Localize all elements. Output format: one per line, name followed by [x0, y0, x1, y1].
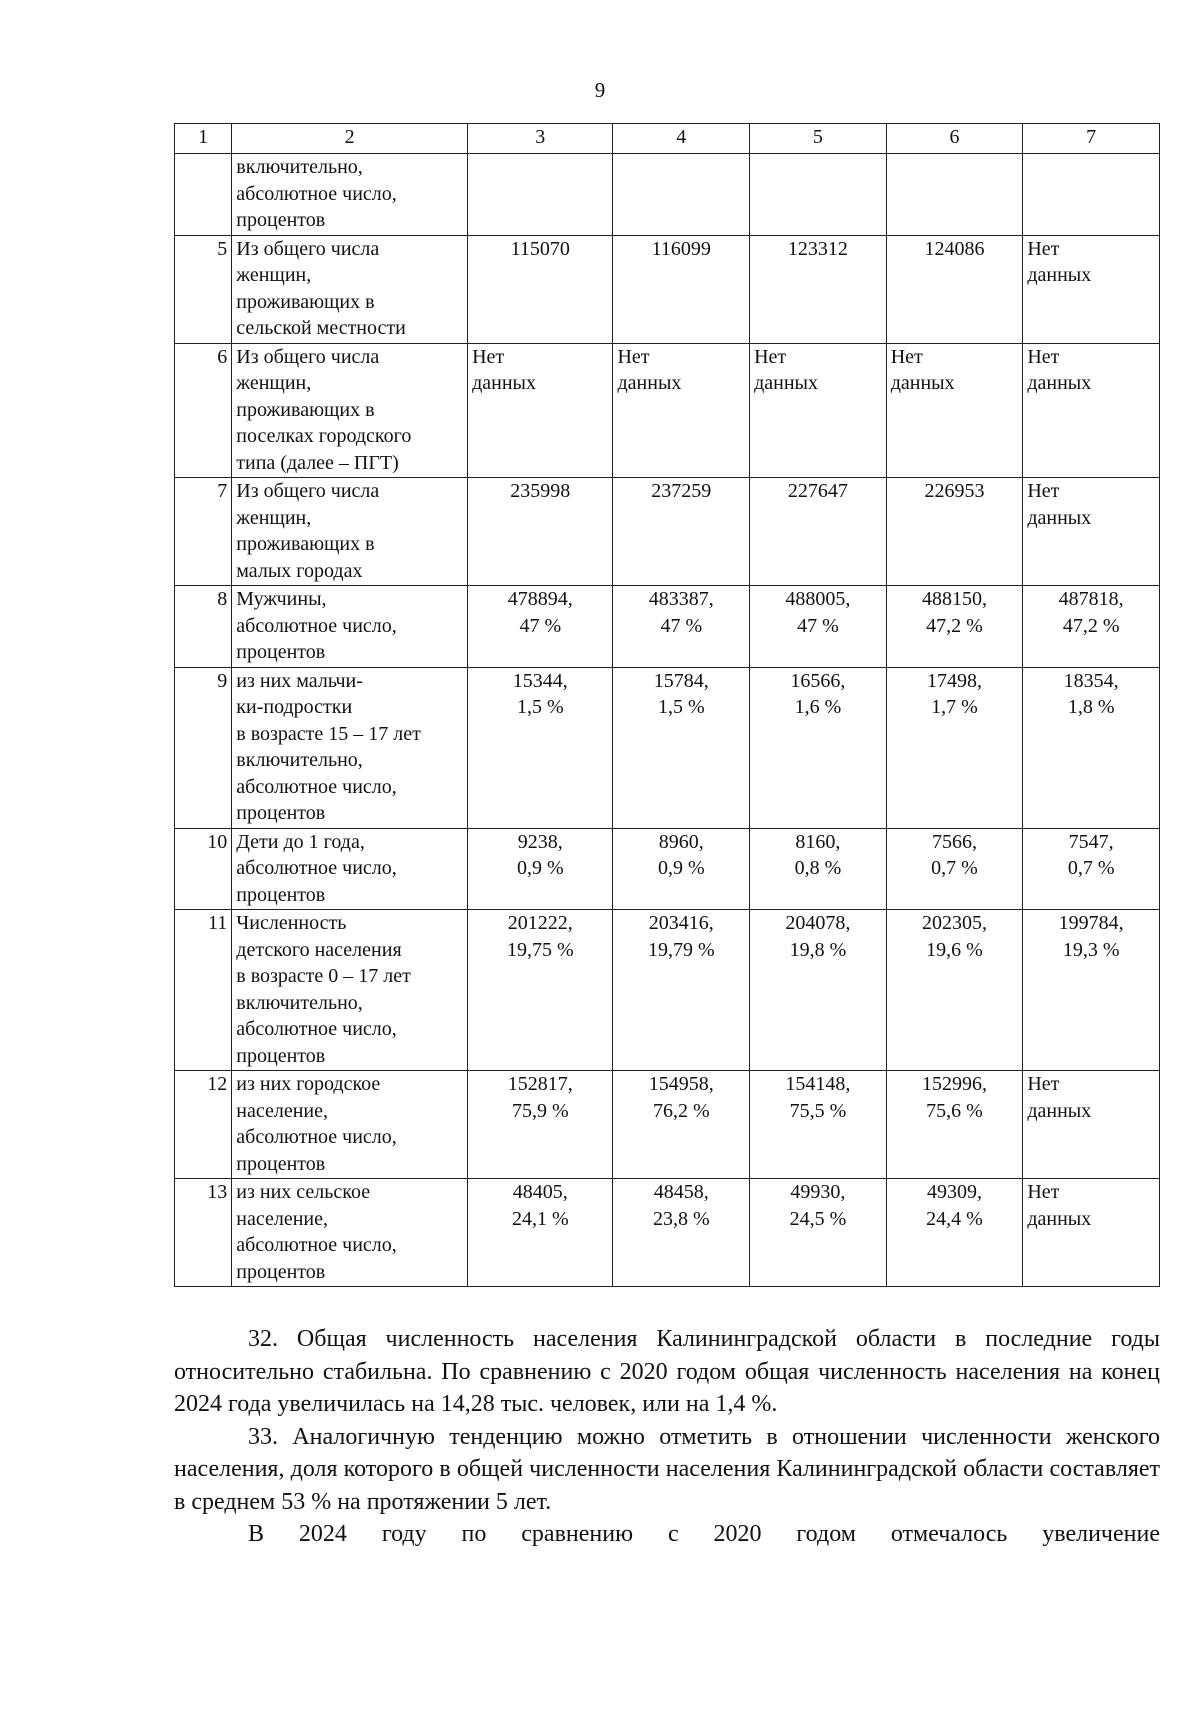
row-index-cell: 13 [175, 1179, 232, 1287]
value-line: 487818, [1058, 588, 1124, 610]
value-line: 0,7 % [1067, 857, 1115, 879]
row-label-line: из них сельское [236, 1181, 371, 1203]
row-label-line: Мужчины, [236, 588, 327, 610]
value-line: 0,9 % [657, 857, 705, 879]
row-label-cell [232, 343, 468, 478]
value-cell-col-3 [468, 235, 613, 343]
value-line: Нет [617, 345, 650, 368]
value-cell-col-4 [613, 667, 750, 828]
value-line: 16566, [790, 669, 846, 692]
row-label-line: Из общего числа [236, 345, 380, 368]
value-line: 8160, [795, 830, 841, 853]
row-label-line: население, [236, 1207, 328, 1230]
value-cell-col-7 [1023, 1071, 1160, 1179]
value-line: 152996, [922, 1073, 987, 1095]
value-cell-col-7 [1023, 910, 1160, 1071]
value-line: 116099 [651, 237, 711, 260]
value-line: 47 % [519, 614, 562, 637]
value-line: данных [1027, 372, 1092, 394]
value-cell-col-3 [468, 1179, 613, 1287]
row-label-line: женщин, [236, 372, 312, 394]
value-line: 488005, [785, 588, 851, 610]
value-cell-col-3 [468, 910, 613, 1071]
row-label-line: детского населения [236, 938, 402, 961]
value-cell-col-3 [468, 828, 613, 910]
value-cell-col-4 [613, 478, 750, 586]
row-index-cell [175, 154, 232, 236]
value-line: данных [890, 372, 955, 394]
row-label-line: процентов [236, 883, 326, 906]
value-cell-col-6 [886, 586, 1023, 668]
page-number: 9 [594, 78, 606, 102]
value-line: 1,5 % [516, 696, 564, 718]
value-line: 47 % [660, 614, 703, 637]
value-line: 203416, [648, 912, 714, 934]
row-label-line: Дети до 1 года, [236, 830, 365, 853]
value-line: 19,75 % [506, 938, 574, 961]
value-cell-col-6 [886, 343, 1023, 478]
row-label-cell [232, 910, 468, 1071]
value-line: 0,9 % [516, 857, 564, 879]
row-label-line: процентов [236, 802, 326, 824]
value-line: Нет [1027, 1073, 1060, 1095]
value-line: данных [1027, 506, 1092, 529]
value-line: 0,8 % [794, 857, 842, 879]
row-label-line: проживающих в [236, 398, 375, 421]
column-number-3: 3 [468, 124, 613, 154]
table-row [175, 1071, 1160, 1179]
value-line: 115070 [510, 237, 570, 260]
value-line: 47 % [797, 614, 839, 637]
row-index-cell: 11 [175, 910, 232, 1071]
value-line: 47,2 % [1062, 614, 1120, 637]
value-line: 8960, [658, 830, 704, 853]
value-cell-col-3 [468, 154, 613, 236]
row-label-line: включительно, [236, 991, 363, 1014]
row-label-line: сельской местности [236, 317, 406, 339]
value-line: 1,5 % [657, 696, 705, 718]
value-cell-col-3 [468, 343, 613, 478]
row-index-cell: 12 [175, 1071, 232, 1179]
value-line: 152817, [507, 1073, 573, 1095]
value-line: 75,9 % [511, 1099, 569, 1122]
row-label-cell [232, 154, 468, 236]
value-cell-col-4 [613, 1071, 750, 1179]
value-line: 199784, [1058, 912, 1124, 934]
value-line: 237259 [651, 480, 712, 502]
row-label-line: женщин, [236, 506, 312, 529]
value-line: 478894, [507, 588, 573, 610]
value-line: 1,7 % [931, 696, 978, 718]
value-line: Нет [890, 345, 923, 368]
row-label-line: малых городах [236, 559, 363, 582]
value-line: 1,6 % [794, 696, 842, 718]
value-cell-col-6 [886, 154, 1023, 236]
value-line: 19,6 % [926, 938, 983, 961]
value-line: 76,2 % [652, 1099, 710, 1122]
column-number-2: 2 [232, 124, 468, 154]
row-label-line: в возрасте 15 – 17 лет [236, 722, 421, 745]
table-row [175, 586, 1160, 668]
value-line: 49930, [790, 1181, 846, 1203]
value-cell-col-4 [613, 235, 750, 343]
row-label-line: процентов [236, 641, 326, 663]
row-label-line: включительно, [236, 156, 363, 178]
value-cell-col-5 [750, 235, 887, 343]
value-line: 488150, [922, 588, 987, 610]
table-row [175, 343, 1160, 478]
table-row [175, 154, 1160, 236]
value-cell-col-5 [750, 667, 887, 828]
column-number-7: 7 [1023, 124, 1160, 154]
row-label-cell [232, 667, 468, 828]
row-index-cell: 6 [175, 343, 232, 478]
value-cell-col-4 [613, 343, 750, 478]
value-cell-col-4 [613, 586, 750, 668]
value-line: 227647 [787, 480, 848, 502]
row-label-line: ки-подростки [236, 696, 353, 718]
row-label-line: процентов [236, 209, 326, 231]
row-label-line: абсолютное число, [236, 1126, 397, 1148]
statistics-table [174, 123, 1160, 1287]
table-row [175, 667, 1160, 828]
table-header-row [175, 124, 1160, 154]
value-cell-col-6 [886, 910, 1023, 1071]
value-cell-col-6 [886, 1179, 1023, 1287]
row-label-line: типа (далее – ПГТ) [236, 451, 399, 474]
value-cell-col-6 [886, 1071, 1023, 1179]
value-cell-col-7 [1023, 478, 1160, 586]
value-cell-col-5 [750, 343, 887, 478]
value-cell-col-6 [886, 667, 1023, 828]
row-label-cell [232, 235, 468, 343]
row-label-line: процентов [236, 1044, 326, 1067]
value-line: 202305, [922, 912, 987, 934]
value-line: данных [472, 372, 536, 394]
value-line: 15344, [512, 669, 568, 692]
value-line: 49309, [927, 1181, 982, 1203]
value-line: 18354, [1063, 669, 1119, 692]
row-label-line: абсолютное число, [236, 182, 397, 205]
value-cell-col-4 [613, 1179, 750, 1287]
value-line: Нет [1027, 345, 1060, 368]
value-line: Нет [1027, 480, 1060, 502]
value-line: 24,4 % [926, 1207, 983, 1230]
value-line: 226953 [924, 480, 985, 502]
value-line: данных [754, 372, 818, 394]
row-label-line: включительно, [236, 749, 363, 771]
value-line: 24,1 % [511, 1207, 569, 1230]
row-index-cell: 5 [175, 235, 232, 343]
value-cell-col-3 [468, 667, 613, 828]
row-label-line: из них мальчи- [236, 669, 363, 692]
row-label-cell [232, 1071, 468, 1179]
column-number-4: 4 [613, 124, 750, 154]
row-label-line: поселках городского [236, 425, 412, 447]
row-index-cell: 9 [175, 667, 232, 828]
value-line: 19,3 % [1062, 938, 1120, 961]
value-line: Нет [1027, 1181, 1060, 1203]
value-cell-col-7 [1023, 154, 1160, 236]
value-line: данных [1027, 264, 1092, 286]
row-label-line: абсолютное число, [236, 1018, 397, 1040]
value-line: 235998 [510, 480, 571, 502]
value-line: 19,8 % [789, 938, 847, 961]
row-label-line: процентов [236, 1152, 326, 1175]
value-line: 483387, [648, 588, 714, 610]
value-cell-col-3 [468, 586, 613, 668]
row-label-line: Из общего числа [236, 480, 380, 502]
value-line: 154958, [648, 1073, 714, 1095]
column-number-5: 5 [750, 124, 887, 154]
row-index-cell: 10 [175, 828, 232, 910]
table-row [175, 478, 1160, 586]
value-cell-col-4 [613, 154, 750, 236]
table-row [175, 1179, 1160, 1287]
row-label-line: абсолютное число, [236, 775, 397, 798]
value-cell-col-3 [468, 1071, 613, 1179]
value-line: 0,7 % [931, 857, 978, 879]
value-line: 123312 [787, 237, 848, 260]
value-cell-col-7 [1023, 343, 1160, 478]
value-line: 204078, [785, 912, 851, 934]
value-line: 23,8 % [652, 1207, 710, 1230]
row-label-line: процентов [236, 1260, 326, 1283]
body-text [174, 1323, 1160, 1551]
value-cell-col-5 [750, 586, 887, 668]
row-label-line: Из общего числа [236, 237, 380, 260]
paragraph-32: 32. Общая численность населения Калининградской области в последние годы относительно стабильна. По сравнению с 2020 годом общая численность населения на конец 2024 года увеличилась на 14,28 тыс. человек, или на 1,4 %. [174, 1326, 1160, 1417]
value-cell-col-5 [750, 1071, 887, 1179]
value-line: Нет [1027, 237, 1060, 260]
value-cell-col-5 [750, 478, 887, 586]
paragraph-33: 33. Аналогичную тенденцию можно отметить в отношении численности женского населения, доля которого в общей численности населения Калининградской области составляет в среднем 53 % на протяжении 5 лет. [174, 1423, 1160, 1515]
value-cell-col-7 [1023, 1179, 1160, 1287]
row-label-cell [232, 1179, 468, 1287]
value-cell-col-7 [1023, 586, 1160, 668]
value-line: 24,5 % [789, 1207, 847, 1230]
value-line: 7566, [932, 830, 977, 853]
paragraph-continuation: В 2024 году по сравнению с 2020 годом отмечалось увеличение [248, 1521, 1160, 1547]
value-cell-col-6 [886, 828, 1023, 910]
row-label-line: из них городское [236, 1073, 381, 1095]
value-cell-col-5 [750, 910, 887, 1071]
value-line: 201222, [507, 912, 573, 934]
value-cell-col-7 [1023, 828, 1160, 910]
row-label-line: абсолютное число, [236, 614, 397, 637]
row-label-line: проживающих в [236, 533, 375, 555]
row-label-line: Численность [236, 912, 347, 934]
value-line: данных [617, 372, 682, 394]
table-row [175, 235, 1160, 343]
value-line: 75,6 % [926, 1099, 983, 1122]
value-line: Нет [754, 345, 787, 368]
value-line: 19,79 % [647, 938, 715, 961]
value-line: 17498, [927, 669, 982, 692]
row-index-cell: 7 [175, 478, 232, 586]
value-line: 48458, [653, 1181, 709, 1203]
value-line: 48405, [512, 1181, 568, 1203]
value-line: данных [1027, 1099, 1092, 1122]
row-label-line: женщин, [236, 264, 312, 286]
value-line: 7547, [1068, 830, 1114, 853]
value-cell-col-7 [1023, 235, 1160, 343]
value-cell-col-6 [886, 235, 1023, 343]
row-label-cell [232, 478, 468, 586]
value-cell-col-4 [613, 828, 750, 910]
value-line: 75,5 % [789, 1099, 847, 1122]
value-line: 47,2 % [926, 614, 983, 637]
value-cell-col-7 [1023, 667, 1160, 828]
value-cell-col-6 [886, 478, 1023, 586]
column-number-1: 1 [175, 124, 232, 154]
row-label-line: абсолютное число, [236, 1234, 397, 1256]
value-cell-col-5 [750, 154, 887, 236]
value-line: 1,8 % [1067, 696, 1115, 718]
value-cell-col-4 [613, 910, 750, 1071]
row-index-cell: 8 [175, 586, 232, 668]
value-cell-col-5 [750, 1179, 887, 1287]
table-row [175, 828, 1160, 910]
value-line: 124086 [924, 237, 985, 260]
value-line: 9238, [517, 830, 563, 853]
value-cell-col-3 [468, 478, 613, 586]
value-line: 15784, [653, 669, 709, 692]
value-line: Нет [472, 345, 505, 368]
value-line: 154148, [785, 1073, 851, 1095]
row-label-line: абсолютное число, [236, 857, 397, 879]
row-label-line: в возрасте 0 – 17 лет [236, 965, 411, 987]
table-row [175, 910, 1160, 1071]
row-label-line: население, [236, 1099, 328, 1122]
row-label-cell [232, 586, 468, 668]
row-label-line: проживающих в [236, 290, 375, 313]
value-cell-col-5 [750, 828, 887, 910]
row-label-cell [232, 828, 468, 910]
value-line: данных [1027, 1207, 1092, 1230]
column-number-6: 6 [886, 124, 1023, 154]
